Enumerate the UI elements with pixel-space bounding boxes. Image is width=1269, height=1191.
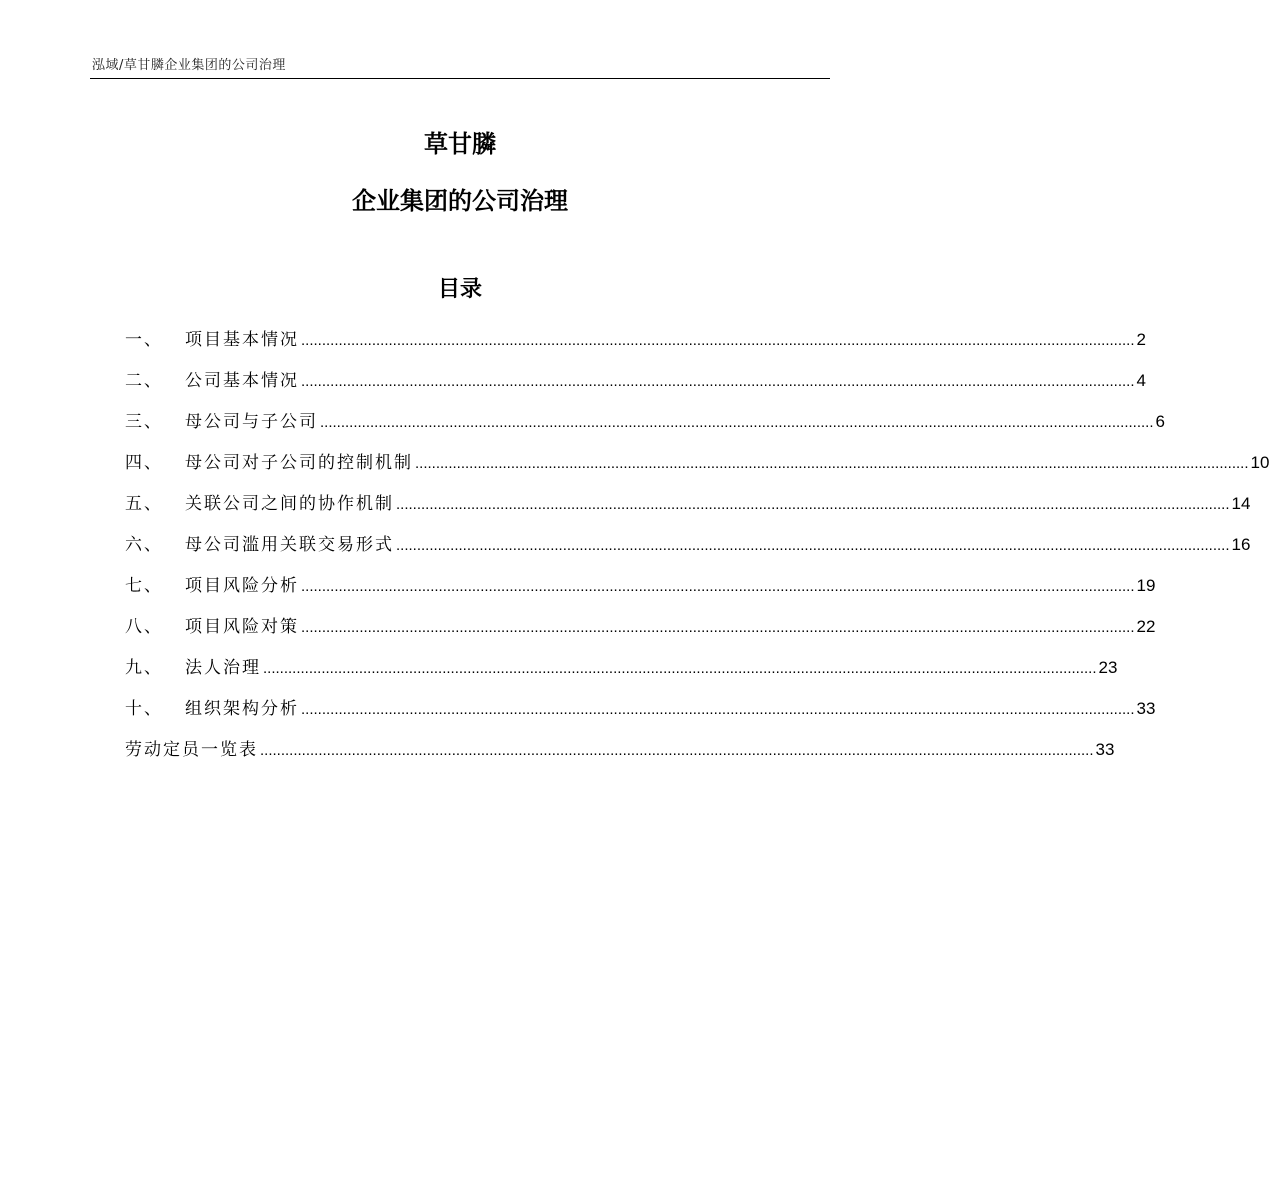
toc-entry-page: 22	[1136, 617, 1156, 636]
toc-entry-title: 组织架构分析	[185, 699, 299, 719]
toc-entry-page: 4	[1136, 371, 1146, 390]
toc-leader-dots: ........................................................................................................................................................................................................	[396, 537, 1230, 554]
toc-entry-title: 项目基本情况	[185, 330, 299, 350]
toc-entry-number: 十、	[125, 699, 163, 719]
toc-entry-number: 三、	[125, 412, 163, 432]
toc-entry-number: 七、	[125, 576, 163, 596]
toc-entry-4[interactable]	[125, 448, 1269, 489]
toc-entry-7[interactable]	[125, 571, 1156, 612]
toc-entry-number: 二、	[125, 371, 163, 391]
toc-entry-9[interactable]	[125, 653, 1118, 694]
toc-leader-dots: ........................................................................................................................................................................................................	[320, 414, 1154, 431]
toc-entry-2[interactable]	[125, 366, 1146, 407]
toc-entry-number: 一、	[125, 330, 163, 350]
toc-entry-page: 33	[1095, 740, 1115, 759]
toc-leader-dots: ........................................................................................................................................................................................................	[301, 701, 1135, 718]
toc-entry-page: 19	[1136, 576, 1156, 595]
toc-entry-1[interactable]	[125, 325, 1146, 366]
toc-leader-dots: ........................................................................................................................................................................................................	[301, 578, 1135, 595]
table-of-contents	[125, 325, 1269, 776]
toc-entry-title: 法人治理	[185, 658, 261, 678]
toc-entry-page: 14	[1231, 494, 1251, 513]
toc-entry-title: 母公司对子公司的控制机制	[185, 453, 413, 473]
toc-entry-page: 10	[1250, 453, 1269, 472]
toc-entry-10[interactable]	[125, 694, 1156, 735]
running-header: 泓域/草甘膦企业集团的公司治理	[92, 58, 286, 73]
toc-entry-number: 四、	[125, 453, 163, 473]
toc-entry-title: 项目风险对策	[185, 617, 299, 637]
toc-entry-title: 劳动定员一览表	[125, 740, 258, 760]
toc-leader-dots: ........................................................................................................................................................................................................	[301, 619, 1135, 636]
toc-entry-title: 公司基本情况	[185, 371, 299, 391]
toc-entry-title: 关联公司之间的协作机制	[185, 494, 394, 514]
toc-entry-page: 6	[1155, 412, 1165, 431]
toc-entry-11[interactable]	[125, 735, 1115, 776]
toc-entry-page: 23	[1098, 658, 1118, 677]
toc-leader-dots: ........................................................................................................................................................................................................	[260, 742, 1094, 759]
toc-entry-number: 五、	[125, 494, 163, 514]
toc-entry-3[interactable]	[125, 407, 1165, 448]
toc-heading: 目录	[437, 277, 482, 302]
toc-leader-dots: ........................................................................................................................................................................................................	[301, 332, 1135, 349]
toc-entry-page: 2	[1136, 330, 1146, 349]
toc-entry-number: 八、	[125, 617, 163, 637]
document-title: 草甘膦	[424, 130, 496, 158]
toc-entry-number: 六、	[125, 535, 163, 555]
toc-entry-title: 母公司滥用关联交易形式	[185, 535, 394, 555]
toc-leader-dots: ........................................................................................................................................................................................................	[396, 496, 1230, 513]
toc-leader-dots: ........................................................................................................................................................................................................	[415, 455, 1249, 472]
toc-entry-page: 33	[1136, 699, 1156, 718]
toc-entry-8[interactable]	[125, 612, 1156, 653]
toc-entry-5[interactable]	[125, 489, 1251, 530]
toc-entry-page: 16	[1231, 535, 1251, 554]
toc-leader-dots: ........................................................................................................................................................................................................	[301, 373, 1135, 390]
toc-entry-title: 母公司与子公司	[185, 412, 318, 432]
toc-leader-dots: ........................................................................................................................................................................................................	[263, 660, 1097, 677]
document-subtitle: 企业集团的公司治理	[352, 187, 568, 215]
toc-entry-title: 项目风险分析	[185, 576, 299, 596]
toc-entry-number: 九、	[125, 658, 163, 678]
header-rule	[90, 78, 830, 79]
toc-entry-6[interactable]	[125, 530, 1251, 571]
